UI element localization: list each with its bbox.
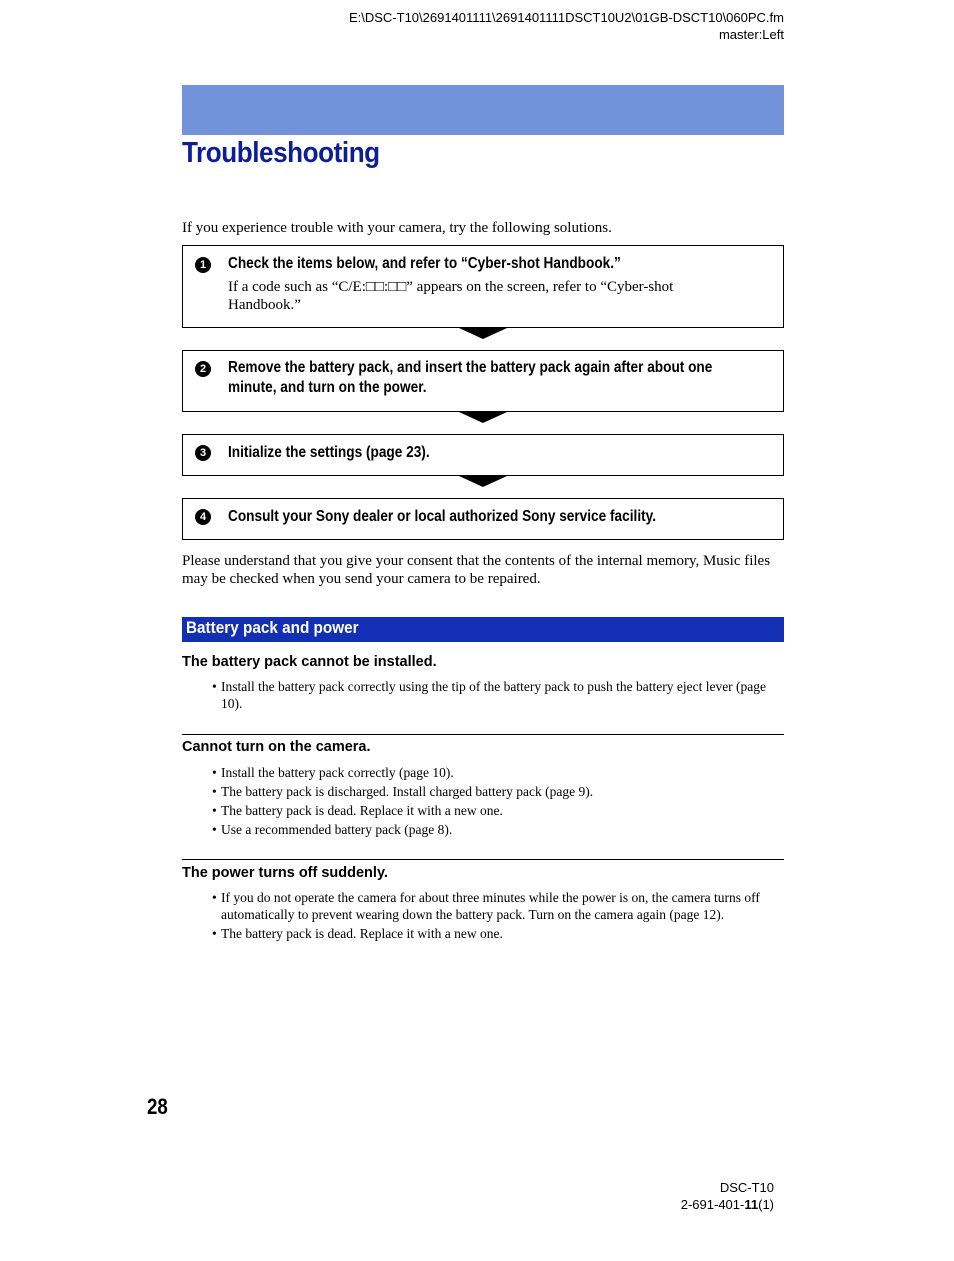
problem-heading: Cannot turn on the camera. [182,739,371,755]
section-header-bar [182,617,784,642]
solution-item: • Use a recommended battery pack (page 8). [212,821,784,838]
step-2-box [182,350,784,412]
flow-arrow-down-icon [459,412,507,423]
solution-item: • If you do not operate the camera for about three minutes while the power is on, the camera turns off automatically to prevent wearing down the battery pack. Turn on the camera again (page 12). [212,889,774,923]
step-2-heading: Remove the battery pack, and insert the battery pack again after about one minute, and turn on the power. [228,359,713,396]
divider [182,734,784,735]
flow-arrow-down-icon [459,476,507,487]
solution-item: • The battery pack is dead. Replace it with a new one. [212,925,774,942]
section-title: Battery pack and power [186,618,359,637]
step-3-box [182,434,784,476]
page-title: Troubleshooting [182,137,380,169]
intro-text: If you experience trouble with your camera, try the following solutions. [182,220,612,236]
file-path: E:\DSC-T10\2691401111\2691401111DSCT10U2\01GB-DSCT10\060PC.fm [348,10,784,25]
step-3-number: 3 [195,445,211,461]
model-name: DSC-T10 [719,1180,774,1195]
title-band [182,85,784,135]
master-page-label: master:Left [718,27,784,42]
step-3-heading: Initialize the settings (page 23). [228,444,430,461]
divider [182,859,784,860]
solution-item: • The battery pack is discharged. Install charged battery pack (page 9). [212,783,784,800]
step-4-box [182,498,784,540]
solution-item: • Install the battery pack correctly using the tip of the battery pack to push the battery eject lever (page 10). [212,678,784,712]
problem-heading: The battery pack cannot be installed. [182,654,437,670]
part-number-prefix: 2-691-401- [680,1197,745,1212]
part-number-version: 11 [744,1197,759,1212]
solution-list [212,889,774,944]
file-path-header [349,9,784,43]
consent-paragraph: Please understand that you give your consent that the contents of the internal memory, Music files may be checked when you send your camera to be repaired. [182,553,771,587]
solution-item: • The battery pack is dead. Replace it with a new one. [212,802,784,819]
solution-list [212,764,784,840]
step-1-number: 1 [195,257,211,273]
flow-arrow-down-icon [459,328,507,339]
step-4-heading: Consult your Sony dealer or local authorized Sony service facility. [228,508,657,525]
problem-heading: The power turns off suddenly. [182,865,388,881]
step-4-number: 4 [195,509,211,525]
solution-item: • Install the battery pack correctly (page 10). [212,764,784,781]
step-1-heading: Check the items below, and refer to “Cyber-shot Handbook.” [228,255,621,272]
step-1-body: If a code such as “C/E:□□:□□” appears on the screen, refer to “Cyber-shot Handbook.” [228,279,674,313]
step-1-box [182,245,784,328]
page-number: 28 [147,1094,168,1119]
solution-list [212,678,784,714]
footer-code [681,1179,774,1213]
step-2-number: 2 [195,361,211,377]
part-number-suffix: (1) [758,1197,774,1212]
part-number [681,1196,774,1213]
